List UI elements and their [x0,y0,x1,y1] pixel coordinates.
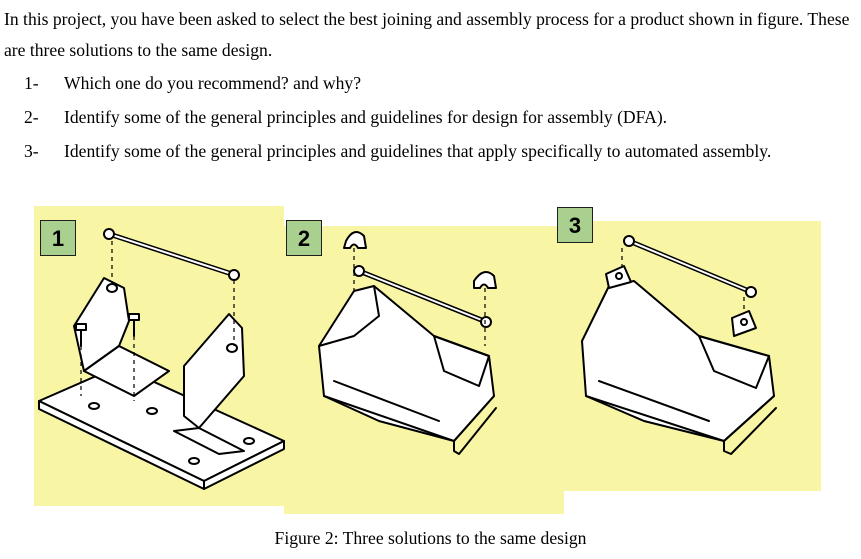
question-text: Which one do you recommend? and why? [64,73,362,93]
assembly-figure [34,196,821,514]
question-item [24,66,771,100]
panel-label-2: 2 [286,220,322,256]
question-list [24,66,771,168]
question-number: 2- [24,107,39,127]
question-number: 3- [24,141,39,161]
solution-3-drawing [582,236,776,454]
panel-label-1: 1 [40,220,76,256]
assembly-drawings [34,196,821,514]
question-item [24,134,771,168]
question-text: Identify some of the general principles and guidelines for design for assembly (DFA). [64,107,668,127]
solution-1-drawing [39,229,284,489]
question-item [24,100,771,134]
question-number: 1- [24,73,39,93]
solution-2-drawing [319,232,496,454]
figure-caption: Figure 2: Three solutions to the same design [274,528,587,548]
panel-label-3: 3 [557,207,593,243]
question-text: Identify some of the general principles and guidelines that apply specifically to automated assembly. [64,141,772,161]
intro-paragraph: In this project, you have been asked to select the best joining and assembly process for a product shown in figure. These are three solutions to the same design. [4,9,850,60]
